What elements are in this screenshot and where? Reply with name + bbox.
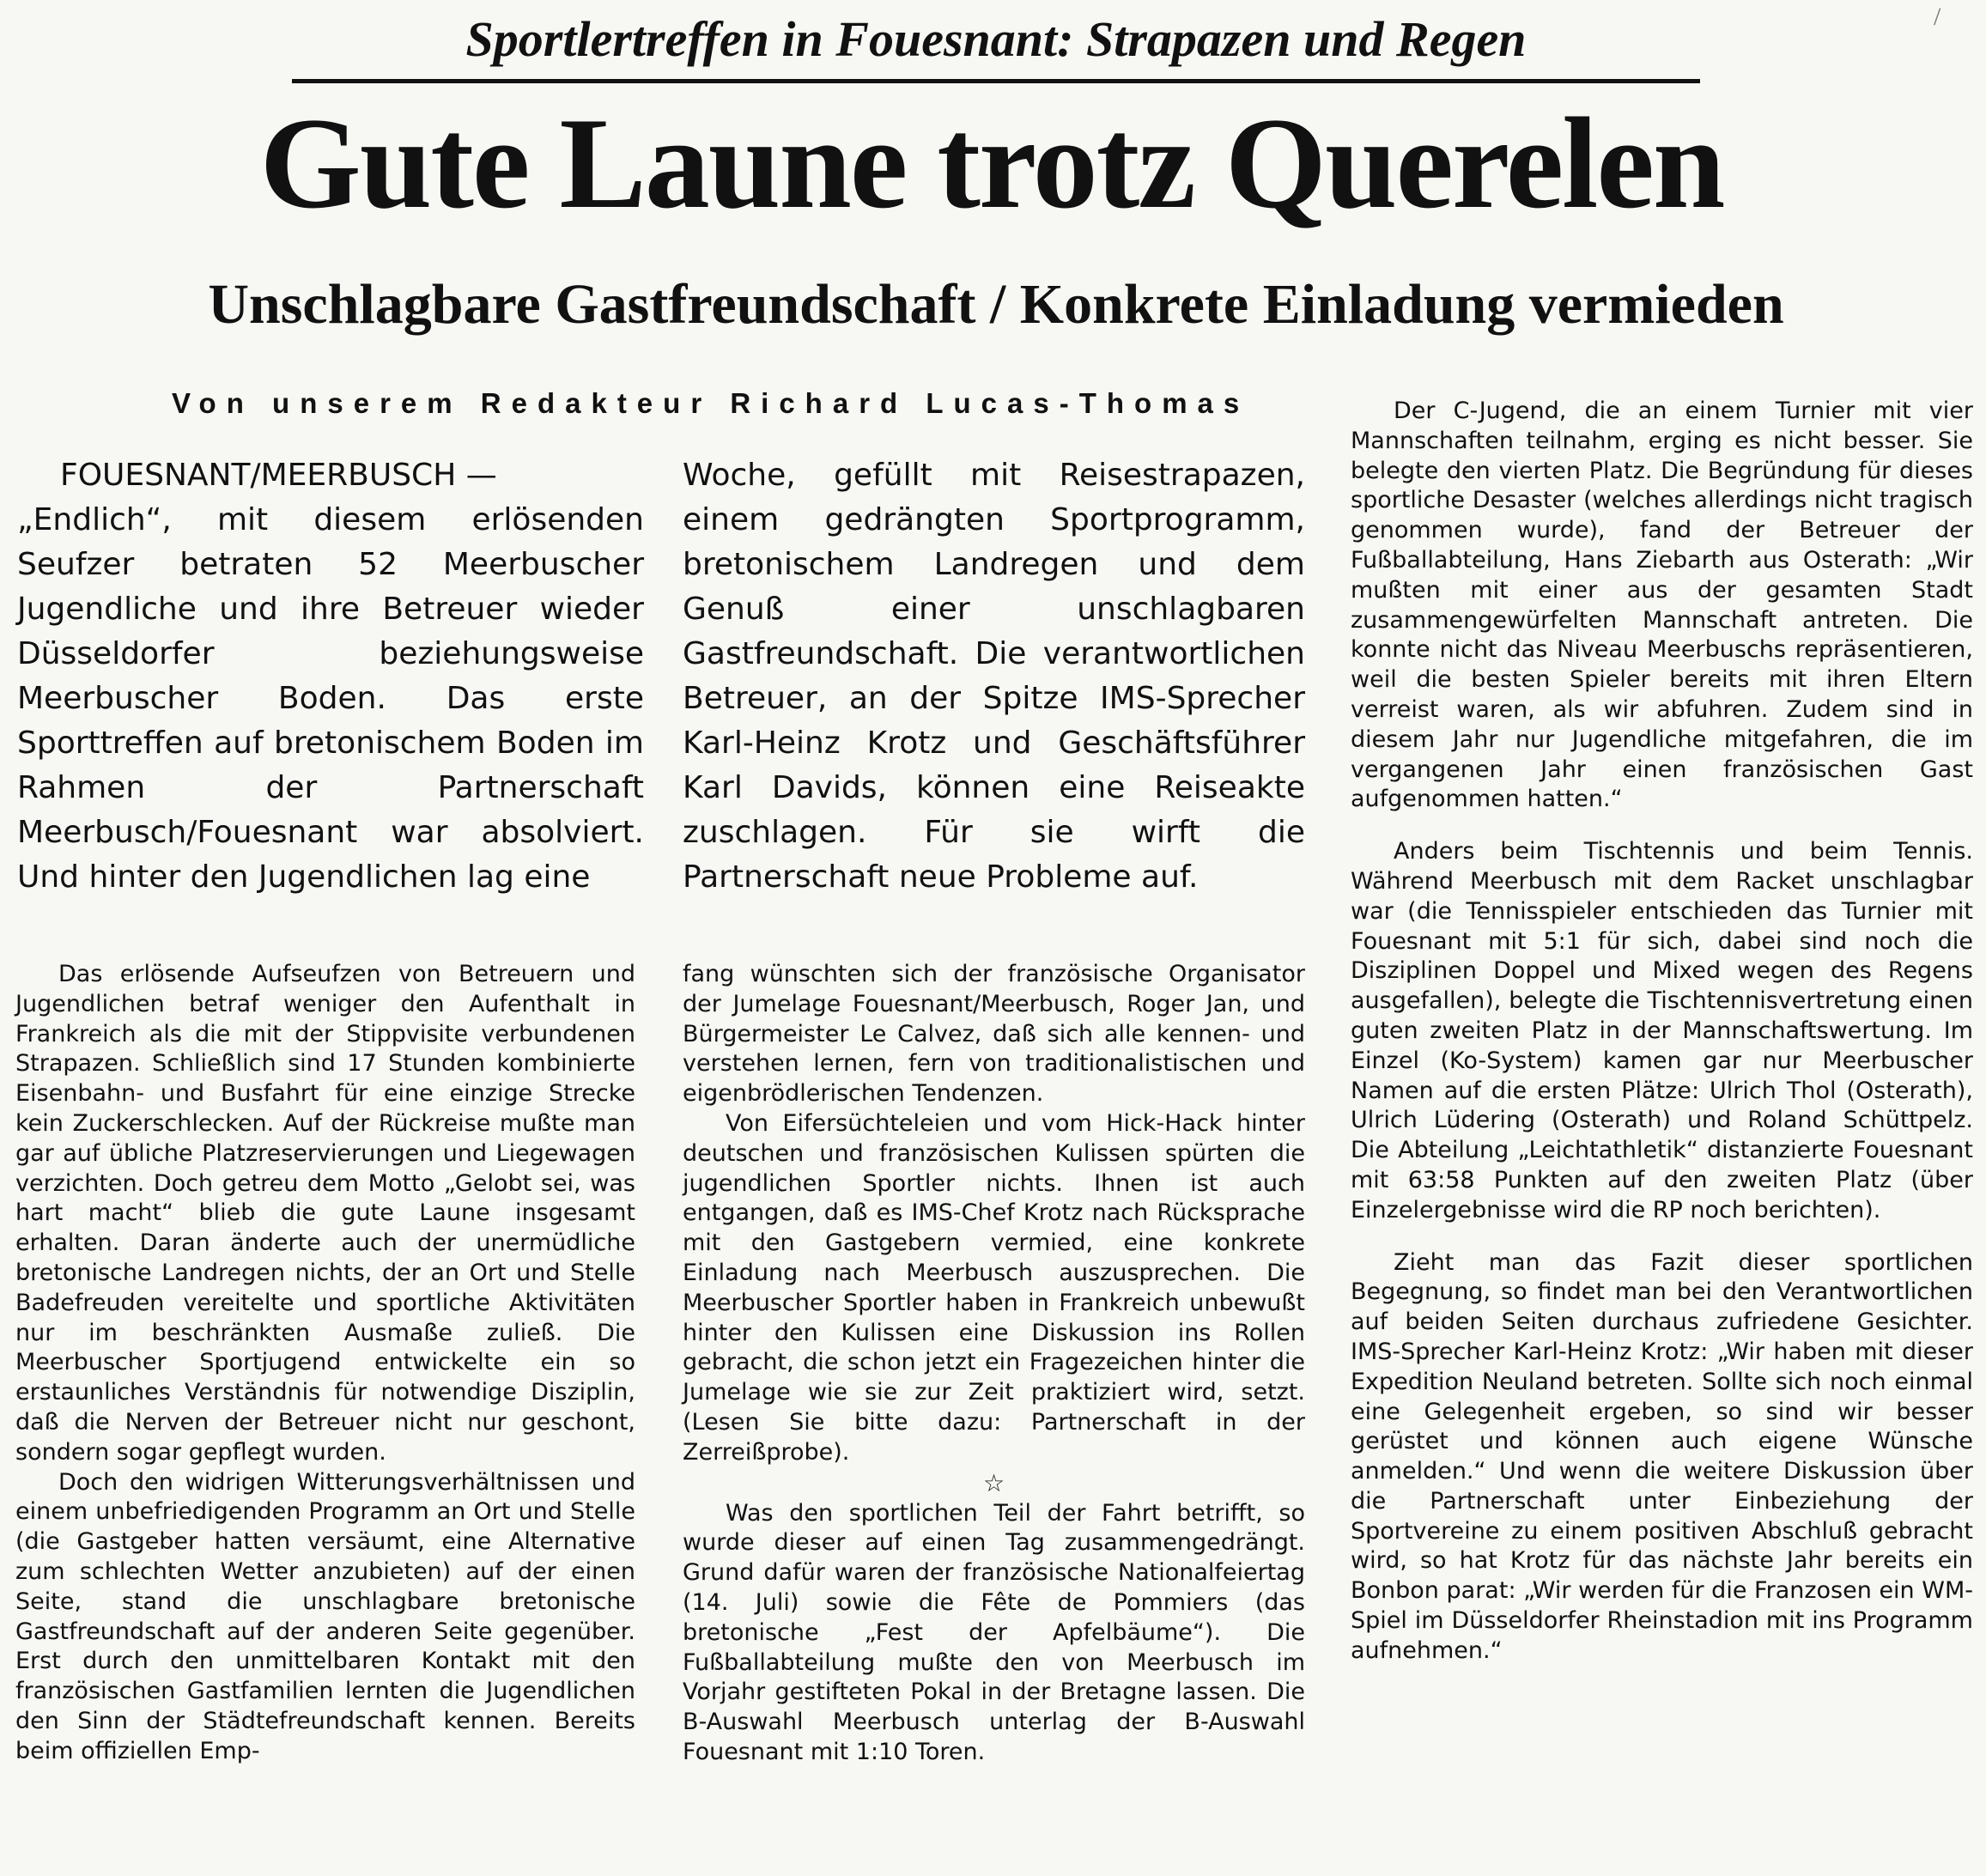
- body-column-1: [15, 960, 635, 1767]
- body-column-2: [683, 960, 1305, 1768]
- body-paragraph: Das erlösende Aufseufzen von Betreuern und Jugendlichen betraf weniger den Aufenthalt in Frankreich als die mit der Stippvisite verbundenen Strapazen. Schließlich sind 17 Stunden kombinierte Eisenbahn- und Busfahrt für eine einzige Strecke kein Zuckerschlecken. Auf der Rückreise mußte man gar auf übliche Platzreservierungen und Liegewagen verzichten. Doch getreu dem Motto „Gelobt sei, was hart macht“ blieb die gute Laune insgesamt erhalten. Daran änderte auch der unermüdliche bretonische Landregen nichts, der an Ort und Stelle Badefreuden vereitelte und sportliche Aktivitäten nur im beschränkten Ausmaße zuließ. Die Meerbuscher Sportjugend entwickelte ein so erstaunliches Verständnis für notwendige Disziplin, daß die Nerven der Betreuer nicht nur geschont, sondern sogar gepflegt wurden.: [15, 961, 635, 1466]
- lead-text-1: „Endlich“, mit diesem erlösenden Seufzer betraten 52 Meerbuscher Jugendliche und ihre Betreuer wieder Düsseldorfer beziehungsweise Meerbuscher Boden. Das erste Sporttreffen auf bretonischem Boden im Rahmen der Partnerschaft Meerbusch/Fouesnant war absolviert. Und hinter den Jugendlichen lag eine: [17, 502, 644, 895]
- subheadline: Unschlagbare Gastfreundschaft / Konkrete Einladung vermieden: [208, 273, 1784, 336]
- lead-text-2: Woche, gefüllt mit Reisestrapazen, einem gedrängten Sportprogramm, bretonischem Landregen und dem Genuß einer unschlagbaren Gastfreundschaft. Die verantwortlichen Betreuer, an der Spitze IMS-Sprecher Karl-Heinz Krotz und Geschäftsführer Karl Davids, können eine Reiseakte zuschlagen. Für sie wirft die Partnerschaft neue Probleme auf.: [683, 458, 1305, 895]
- body-column-3: [1351, 397, 1973, 1667]
- lead-column-2: [683, 453, 1305, 900]
- byline: Von unserem Redakteur Richard Lucas-Thomas: [172, 387, 1250, 419]
- headline: Gute Laune trotz Querelen: [259, 91, 1724, 235]
- body-paragraph: Der C-Jugend, die an einem Turnier mit vier Mannschaften teilnahm, erging es nicht besser. Sie belegte den vierten Platz. Die Begründung für dieses sportliche Desaster (welches allerdings nicht tragisch genommen wurde), fand der Betreuer der Fußballabteilung, Hans Ziebarth aus Osterath: „Wir mußten mit einer aus der gesamten Stadt zusammengewürfelten Mannschaft antreten. Die konnte nicht das Niveau Meerbuschs repräsentieren, weil die besten Spieler bereits mit ihren Eltern verreist waren, als wir abfuhren. Zudem sind in diesem Jahr nur Jugendliche mitgefahren, die im vergangenen Jahr einen französischen Gast aufgenommen hatten.“: [1351, 398, 1973, 813]
- lead-column-1: [17, 453, 644, 900]
- body-paragraph: Doch den widrigen Witterungsverhältnissen und einem unbefriedigenden Programm an Ort und Stelle (die Gastgeber hatten versäumt, eine Alternative zum schlechten Wetter anzubieten) auf der einen Seite, stand die unschlagbare bretonische Gastfreundschaft auf der anderen Seite gegenüber. Erst durch den unmittelbaren Kontakt mit den französischen Gastfamilien lernten die Jugendlichen den Sinn der Städtefreundschaft kennen. Bereits beim offiziellen Emp-: [15, 1468, 635, 1764]
- body-paragraph: Was den sportlichen Teil der Fahrt betrifft, so wurde dieser auf einen Tag zusammengedrängt. Grund dafür waren der französische Nationalfeiertag (14. Juli) sowie die Fête de Pommiers (das bretonische „Fest der Apfelbäume“). Die Fußballabteilung mußte den von Meerbusch im Vorjahr gestifteten Pokal in der Bretagne lassen. Die B-Auswahl Meerbusch unterlag der B-Auswahl Fouesnant mit 1:10 Toren.: [683, 1499, 1305, 1765]
- body-paragraph: Anders beim Tischtennis und beim Tennis. Während Meerbusch mit dem Racket unschlagbar war (die Tennisspieler entschieden das Turnier mit Fouesnant mit 5:1 für sich, dabei sind noch die Disziplinen Doppel und Mixed wegen des Regens ausgefallen), belegte die Tischtennisvertretung einen guten zweiten Platz in der Mannschaftswertung. Im Einzel (Ko-System) kamen gar nur Meerbuscher Namen auf die ersten Plätze: Ulrich Thol (Osterath), Ulrich Lüdering (Osterath) und Roland Schüttpelz. Die Abteilung „Leichtathletik“ distanzierte Fouesnant mit 63:58 Punkten auf den zweiten Platz (über Einzelergebnisse wird die RP noch berichten).: [1351, 838, 1973, 1223]
- body-paragraph: Zieht man das Fazit dieser sportlichen Begegnung, so findet man bei den Verantwortlichen auf beiden Seiten durchaus zufriedene Gesichter. IMS-Sprecher Karl-Heinz Krotz: „Wir haben mit dieser Expedition Neuland betreten. Sollte sich noch einmal eine Gelegenheit ergeben, so sind wir besser gerüstet und können auch eigene Wünsche anmelden.“ Und wenn die weitere Diskussion über die Partnerschaft unter Einbeziehung der Sportvereine zu einem positiven Abschluß gebracht wird, so hat Krotz für das nächste Jahr bereits ein Bonbon parat: „Wir werden für die Franzosen ein WM-Spiel im Düsseldorfer Rheinstadion mit ins Programm aufnehmen.“: [1351, 1248, 1973, 1664]
- section-star-separator: ☆: [982, 1468, 1005, 1497]
- lead-dateline: FOUESNANT/MEERBUSCH —: [60, 458, 497, 493]
- scan-corner-mark: /: [1934, 3, 1941, 31]
- body-paragraph: fang wünschten sich der französische Organisator der Jumelage Fouesnant/Meerbusch, Roger Jan, und Bürgermeister Le Calvez, daß sich alle kennen- und verstehen lernen, fern von traditionalistischen und eigenbrödlerischen Tendenzen.: [683, 961, 1305, 1108]
- body-paragraph: Von Eifersüchteleien und vom Hick-Hack hinter deutschen und französischen Kulissen spürten die jugendlichen Sportler nichts. Ihnen ist auch entgangen, daß es IMS-Chef Krotz nach Rücksprache mit den Gastgebern vermied, eine konkrete Einladung nach Meerbusch auszusprechen. Die Meerbuscher Sportler haben in Frankreich unbewußt hinter den Kulissen eine Diskussion ins Rollen gebracht, die schon jetzt ein Fragezeichen hinter die Jumelage wie sie zur Zeit praktiziert wird, setzt. (Lesen Sie bitte dazu: Partnerschaft in der Zerreißprobe).: [683, 1109, 1305, 1466]
- kicker: Sportlertreffen in Fouesnant: Strapazen und Regen: [292, 3, 1700, 83]
